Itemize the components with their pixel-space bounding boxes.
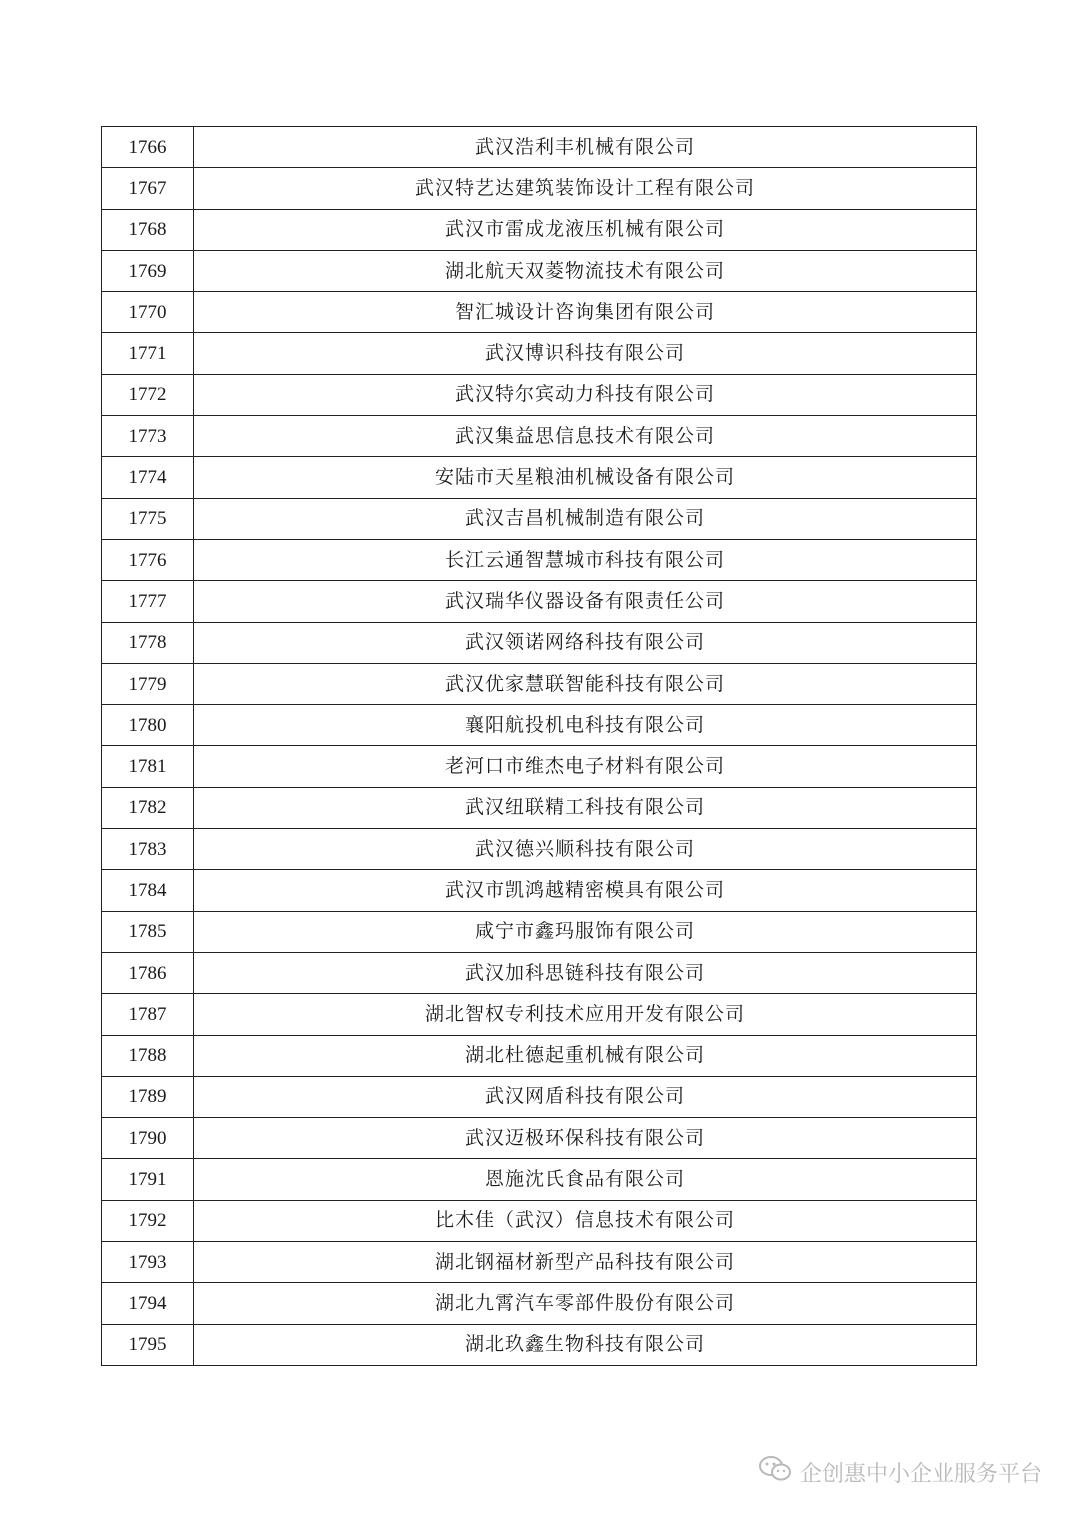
table-row [102,622,977,663]
table-row [102,1283,977,1324]
company-name: 湖北九霄汽车零部件股份有限公司 [194,1283,977,1324]
row-number: 1780 [102,705,194,746]
table-row [102,1242,977,1283]
table-body [102,127,977,1366]
row-number: 1784 [102,870,194,911]
table-row [102,581,977,622]
table-row [102,829,977,870]
row-number: 1786 [102,952,194,993]
company-name: 武汉迈极环保科技有限公司 [194,1118,977,1159]
company-name: 武汉瑞华仪器设备有限责任公司 [194,581,977,622]
company-name: 恩施沈氏食品有限公司 [194,1159,977,1200]
table-row [102,1076,977,1117]
row-number: 1781 [102,746,194,787]
row-number: 1791 [102,1159,194,1200]
table-row [102,705,977,746]
company-name: 武汉市雷成龙液压机械有限公司 [194,209,977,250]
row-number: 1771 [102,333,194,374]
company-name: 湖北航天双菱物流技术有限公司 [194,250,977,291]
wechat-icon [758,1455,792,1489]
row-number: 1778 [102,622,194,663]
table-row [102,416,977,457]
company-name: 湖北杜德起重机械有限公司 [194,1035,977,1076]
table-row [102,457,977,498]
watermark-text: 企创惠中小企业服务平台 [799,1461,1042,1487]
table-row [102,209,977,250]
company-name: 老河口市维杰电子材料有限公司 [194,746,977,787]
company-name: 襄阳航投机电科技有限公司 [194,705,977,746]
row-number: 1779 [102,663,194,704]
row-number: 1774 [102,457,194,498]
company-name: 湖北钢福材新型产品科技有限公司 [194,1242,977,1283]
row-number: 1782 [102,787,194,828]
company-name: 比木佳（武汉）信息技术有限公司 [194,1200,977,1241]
table-row [102,168,977,209]
table-row [102,746,977,787]
table-row [102,870,977,911]
table-row [102,911,977,952]
company-name: 长江云通智慧城市科技有限公司 [194,539,977,580]
table-row [102,250,977,291]
company-name: 武汉领诺网络科技有限公司 [194,622,977,663]
table-row [102,1200,977,1241]
table-row [102,1118,977,1159]
company-name: 武汉集益思信息技术有限公司 [194,416,977,457]
row-number: 1785 [102,911,194,952]
table-row [102,374,977,415]
company-name: 湖北玖鑫生物科技有限公司 [194,1324,977,1365]
table-row [102,1159,977,1200]
table-row [102,663,977,704]
company-name: 智汇城设计咨询集团有限公司 [194,292,977,333]
row-number: 1793 [102,1242,194,1283]
row-number: 1772 [102,374,194,415]
row-number: 1777 [102,581,194,622]
table-row [102,333,977,374]
table-row [102,498,977,539]
table-row [102,1324,977,1365]
row-number: 1776 [102,539,194,580]
company-name: 武汉网盾科技有限公司 [194,1076,977,1117]
table-row [102,787,977,828]
company-name: 湖北智权专利技术应用开发有限公司 [194,994,977,1035]
company-name: 武汉特尔宾动力科技有限公司 [194,374,977,415]
row-number: 1769 [102,250,194,291]
row-number: 1770 [102,292,194,333]
watermark [758,1455,1042,1489]
table-row [102,292,977,333]
row-number: 1790 [102,1118,194,1159]
row-number: 1787 [102,994,194,1035]
row-number: 1794 [102,1283,194,1324]
company-name: 武汉浩利丰机械有限公司 [194,127,977,168]
company-name: 武汉加科思链科技有限公司 [194,952,977,993]
table-row [102,994,977,1035]
company-name: 武汉吉昌机械制造有限公司 [194,498,977,539]
company-name: 武汉优家慧联智能科技有限公司 [194,663,977,704]
row-number: 1766 [102,127,194,168]
company-list-table [101,126,977,1366]
company-name: 武汉纽联精工科技有限公司 [194,787,977,828]
company-name: 武汉特艺达建筑装饰设计工程有限公司 [194,168,977,209]
row-number: 1767 [102,168,194,209]
row-number: 1795 [102,1324,194,1365]
row-number: 1775 [102,498,194,539]
row-number: 1773 [102,416,194,457]
row-number: 1768 [102,209,194,250]
table-row [102,952,977,993]
row-number: 1789 [102,1076,194,1117]
table-row [102,1035,977,1076]
company-name: 武汉德兴顺科技有限公司 [194,829,977,870]
company-name: 武汉市凯鸿越精密模具有限公司 [194,870,977,911]
row-number: 1792 [102,1200,194,1241]
row-number: 1783 [102,829,194,870]
company-name: 武汉博识科技有限公司 [194,333,977,374]
company-name: 咸宁市鑫玛服饰有限公司 [194,911,977,952]
table-row [102,539,977,580]
row-number: 1788 [102,1035,194,1076]
company-name: 安陆市天星粮油机械设备有限公司 [194,457,977,498]
table-row [102,127,977,168]
